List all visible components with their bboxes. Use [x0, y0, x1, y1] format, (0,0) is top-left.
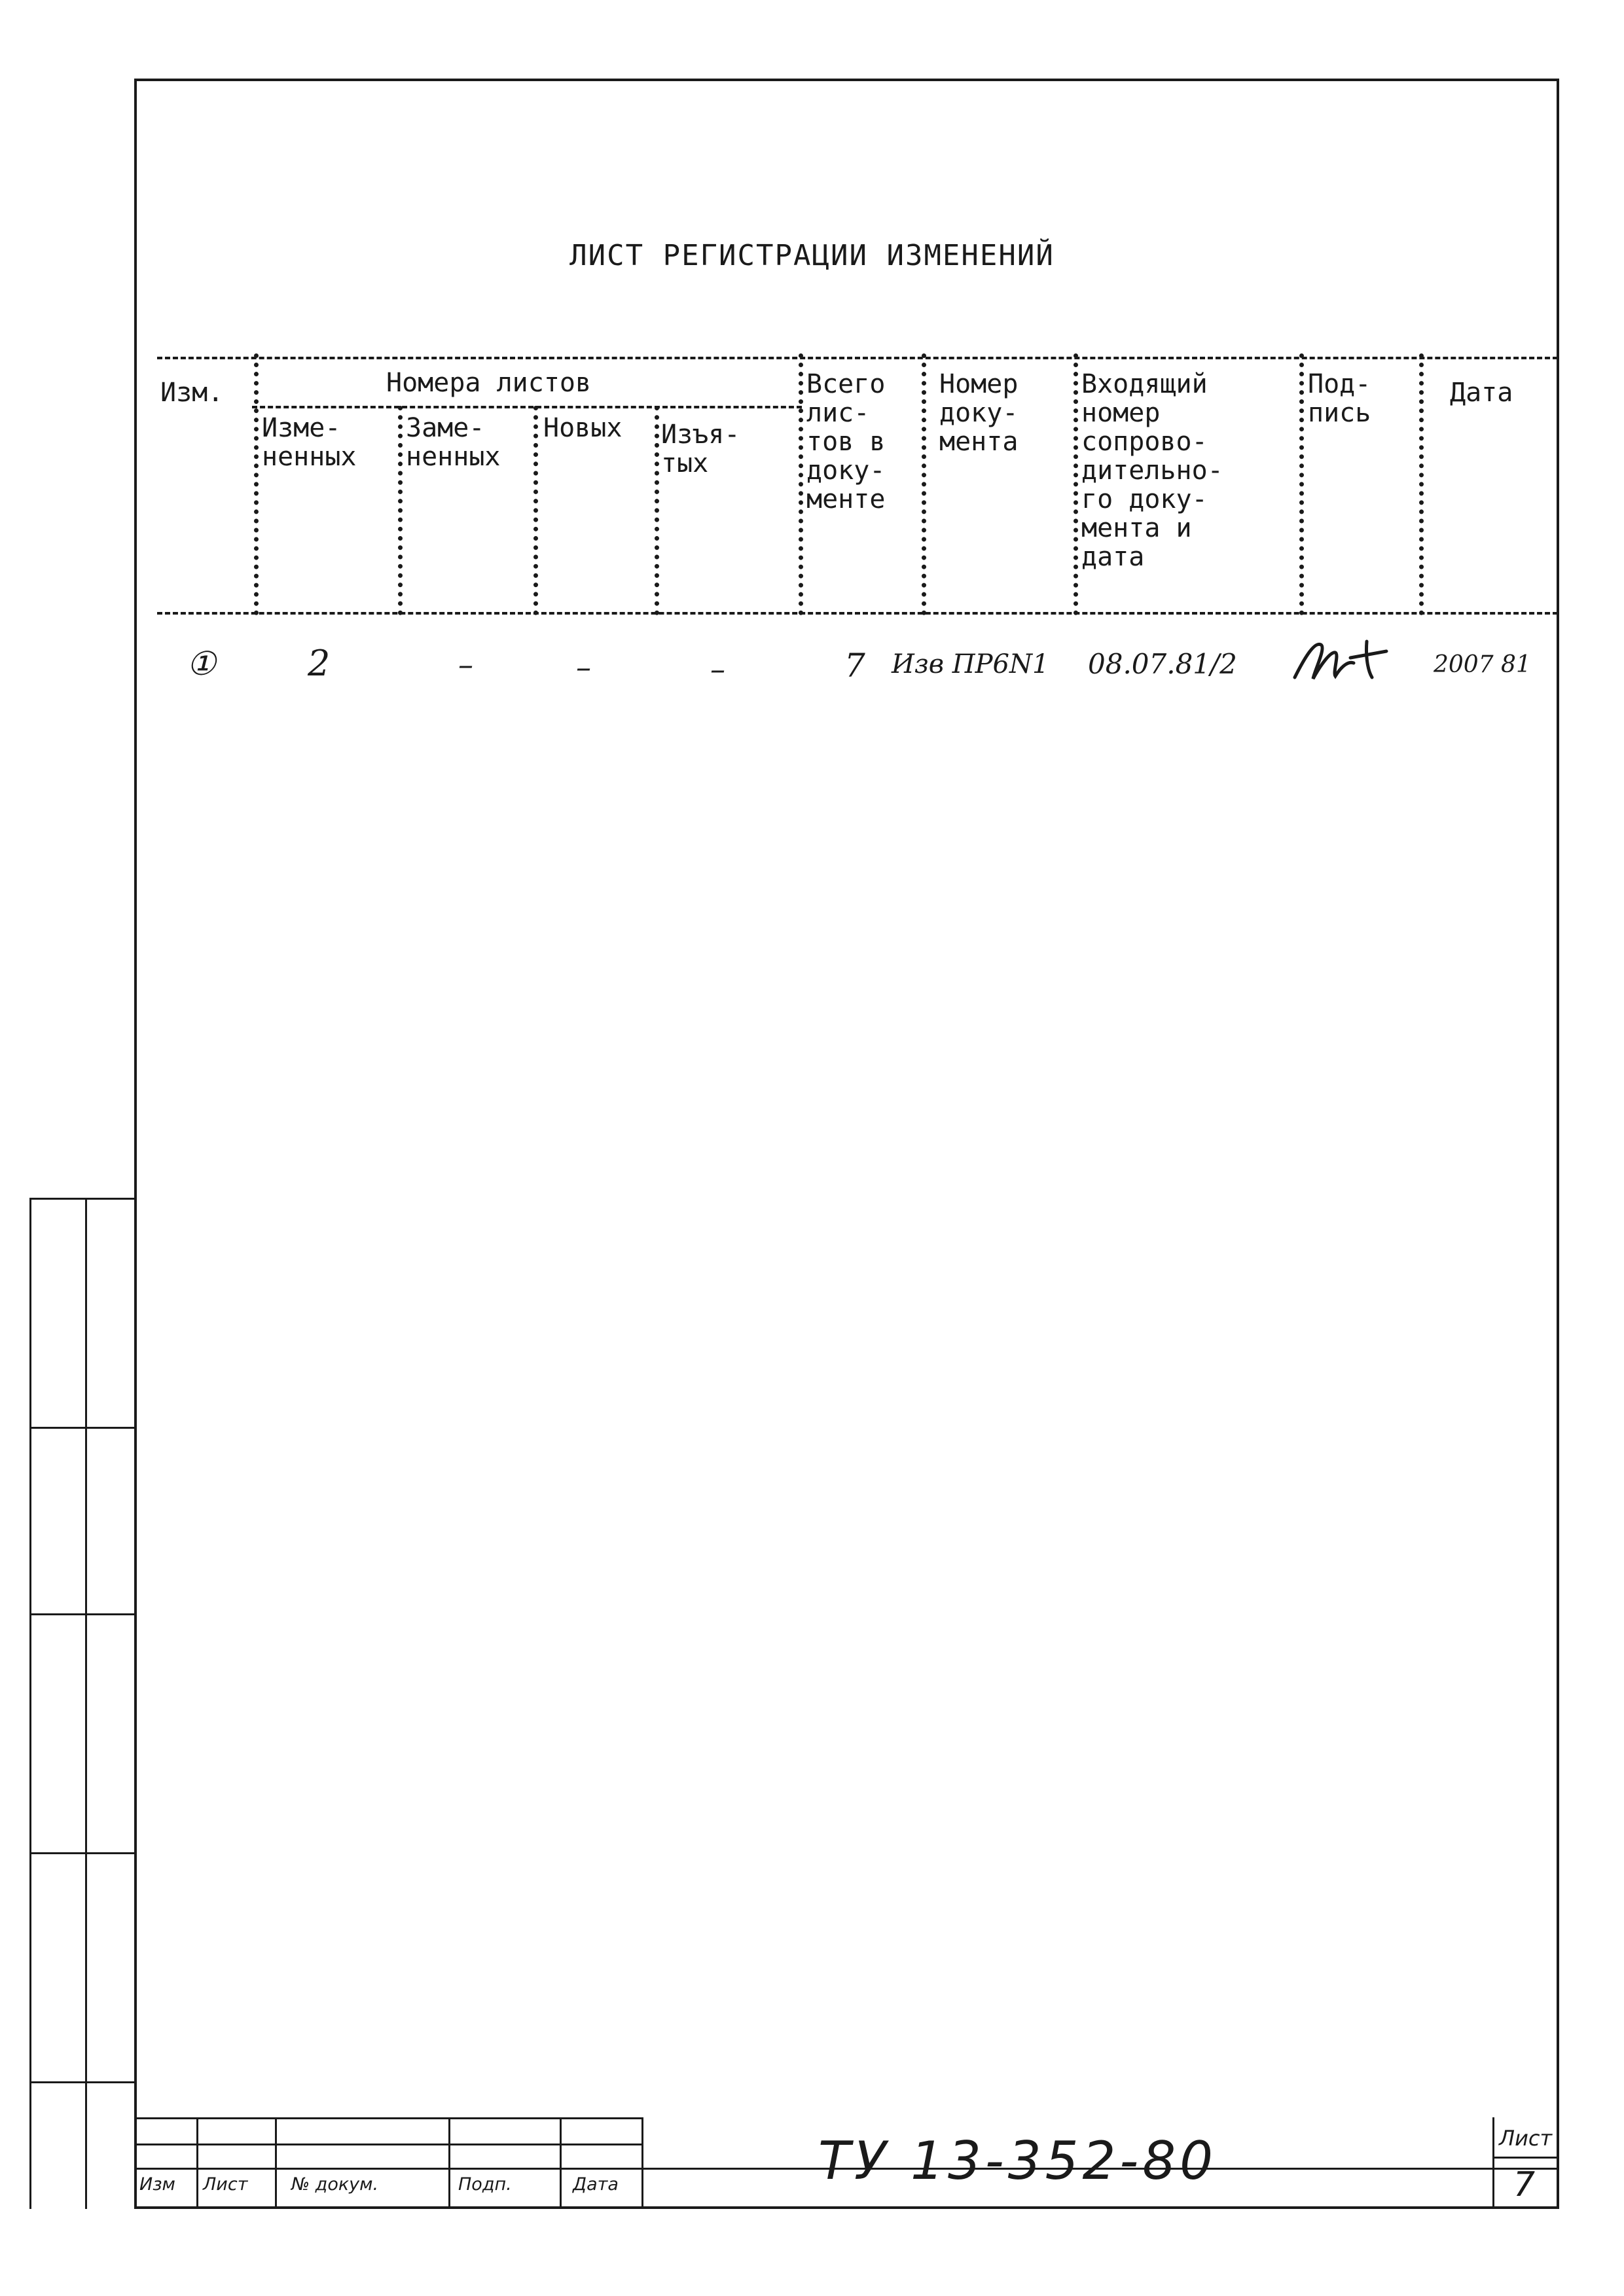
- page-title: ЛИСТ РЕГИСТРАЦИИ ИЗМЕНЕНИЙ: [569, 239, 1055, 272]
- margin-line: [29, 2081, 134, 2083]
- header-signature: Под- пись: [1308, 369, 1371, 428]
- stamp-sheet-label: Лист: [1499, 2126, 1553, 2151]
- column-divider: [1419, 353, 1424, 615]
- stamp-line: [134, 2144, 641, 2145]
- row-new: –: [576, 649, 591, 685]
- stamp-sheet-number: 7: [1513, 2165, 1536, 2204]
- row-izm: ①: [187, 645, 216, 683]
- stamp-divider: [1492, 2117, 1494, 2209]
- margin-strip-left: [29, 1198, 31, 2209]
- column-divider: [1299, 353, 1304, 615]
- margin-line: [29, 1198, 134, 1200]
- margin-line: [29, 1427, 134, 1429]
- stamp-col-izm: Изм: [139, 2174, 175, 2195]
- stamp-line: [134, 2117, 641, 2119]
- column-divider: [533, 406, 538, 615]
- header-total-sheets: Всего лис- тов в доку- менте: [806, 369, 886, 514]
- header-sheet-numbers-group: Номера листов: [386, 368, 592, 398]
- row-signature: [1288, 632, 1399, 691]
- stamp-divider: [641, 2117, 643, 2209]
- stamp-divider: [196, 2117, 198, 2209]
- row-date: 2007 81: [1434, 651, 1531, 678]
- column-divider: [398, 406, 403, 615]
- column-divider: [799, 353, 803, 615]
- header-removed: Изъя- тых: [661, 420, 740, 478]
- stamp-col-doc: № докум.: [291, 2174, 379, 2195]
- header-changed: Изме- ненных: [262, 413, 357, 472]
- stamp-designation: ТУ 13-352-80: [818, 2130, 1218, 2191]
- column-divider: [1074, 353, 1078, 615]
- row-replaced: –: [458, 647, 473, 682]
- stamp-col-list: Лист: [203, 2174, 248, 2195]
- header-doc-number: Номер доку- мента: [939, 369, 1019, 457]
- group-subheader-line: [252, 406, 802, 408]
- table-header-bottom-border: [157, 612, 1558, 615]
- stamp-col-sign: Подп.: [458, 2174, 512, 2195]
- stamp-line: [1492, 2157, 1559, 2159]
- column-divider: [254, 353, 259, 615]
- header-replaced: Заме- ненных: [406, 413, 501, 472]
- header-new: Новых: [543, 413, 623, 443]
- header-date: Дата: [1450, 378, 1513, 408]
- column-divider: [922, 353, 926, 615]
- column-divider: [655, 406, 659, 615]
- row-incoming: 08.07.81/2: [1088, 648, 1237, 680]
- row-total-sheets: 7: [844, 647, 865, 685]
- stamp-divider: [560, 2117, 562, 2209]
- margin-strip-inner: [85, 1198, 87, 2209]
- margin-line: [29, 1613, 134, 1615]
- stamp-col-date: Дата: [573, 2174, 619, 2195]
- header-izm: Изм.: [160, 378, 224, 408]
- table-top-border: [157, 357, 1558, 359]
- header-incoming-doc: Входящий номер сопрово- дительно- го доку- мента и дата: [1081, 369, 1223, 572]
- stamp-divider: [275, 2117, 277, 2209]
- row-doc-number: Изв ПР6N1: [892, 649, 1049, 679]
- row-removed: –: [710, 651, 725, 687]
- margin-line: [29, 1852, 134, 1854]
- stamp-divider: [448, 2117, 450, 2209]
- row-changed: 2: [308, 643, 331, 684]
